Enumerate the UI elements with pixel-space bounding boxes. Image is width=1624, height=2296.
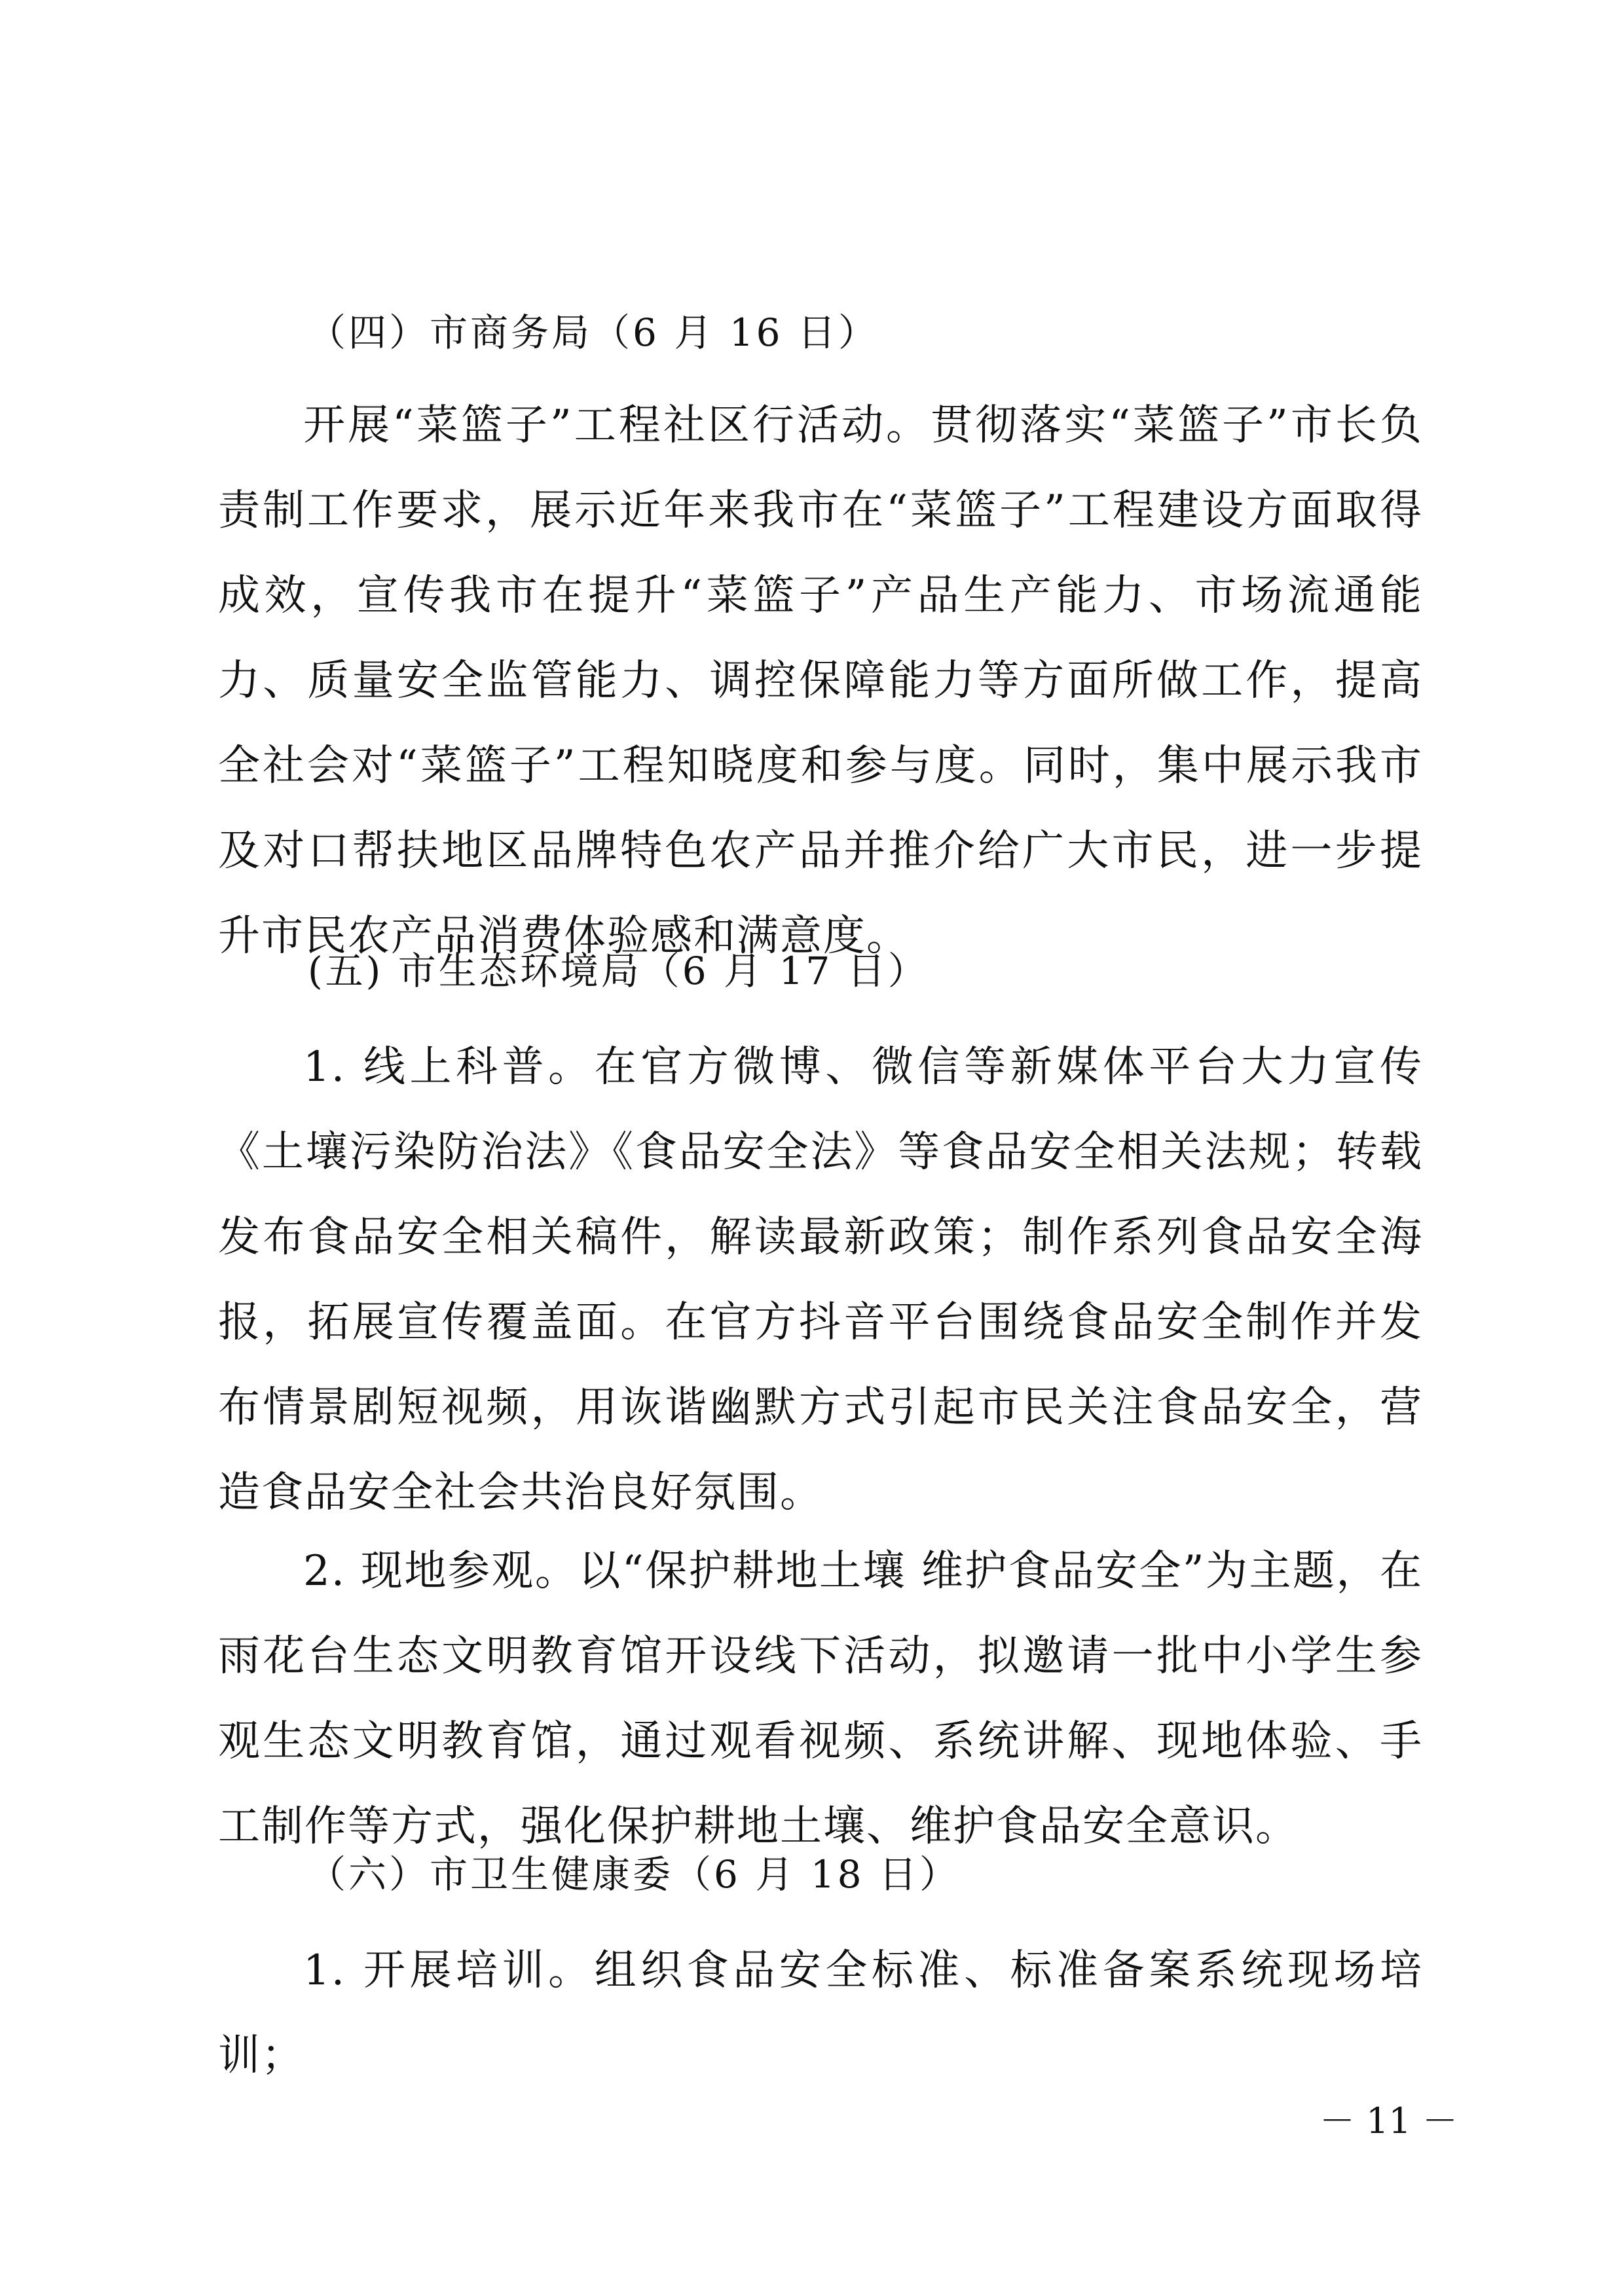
paragraph-commerce-basket: 开展“菜篮子”工程社区行活动。贯彻落实“菜篮子”市长负责制工作要求，展示近年来我市在“菜篮子”工程建设方面取得成效，宣传我市在提升“菜篮子”产品生产能力、市场流通能力、质量安全监管能力、调控保障能力等方面所做工作，提高全社会对“菜篮子”工程知晓度和参与度。同时，集中展示我市及对口帮扶地区品牌特色农产品并推介给广大市民，进一步提升市民农产品消费体验感和满意度。 [218,401,1423,960]
paragraph-ecology-online: 1. 线上科普。在官方微博、微信等新媒体平台大力宣传《土壤污染防治法》《食品安全法》等食品安全相关法规；转载发布食品安全相关稿件，解读最新政策；制作系列食品安全海报，拓展宣传覆盖面。在官方抖音平台围绕食品安全制作并发布情景剧短视频，用诙谐幽默方式引起市民关注食品安全，营造食品安全社会共治良好氛围。 [218,1043,1423,1517]
paragraph-ecology-visit: 2. 现地参观。以“保护耕地土壤 维护食品安全”为主题，在雨花台生态文明教育馆开设线下活动，拟邀请一批中小学生参观生态文明教育馆，通过观看视频、系统讲解、现地体验、手工制作等方式，强化保护耕地土壤、维护食品安全意识。 [218,1547,1423,1851]
paragraph-health-training: 1. 开展培训。组织食品安全标准、标准备案系统现场培训； [218,1946,1423,2080]
section-heading-commerce: （四）市商务局（6 月 16 日） [308,310,879,355]
section-heading-health: （六）市卫生健康委（6 月 18 日） [308,1852,961,1897]
page-number: － 11 － [1320,2100,1458,2141]
section-heading-ecology: (五) 市生态环境局（6 月 17 日） [308,949,929,993]
